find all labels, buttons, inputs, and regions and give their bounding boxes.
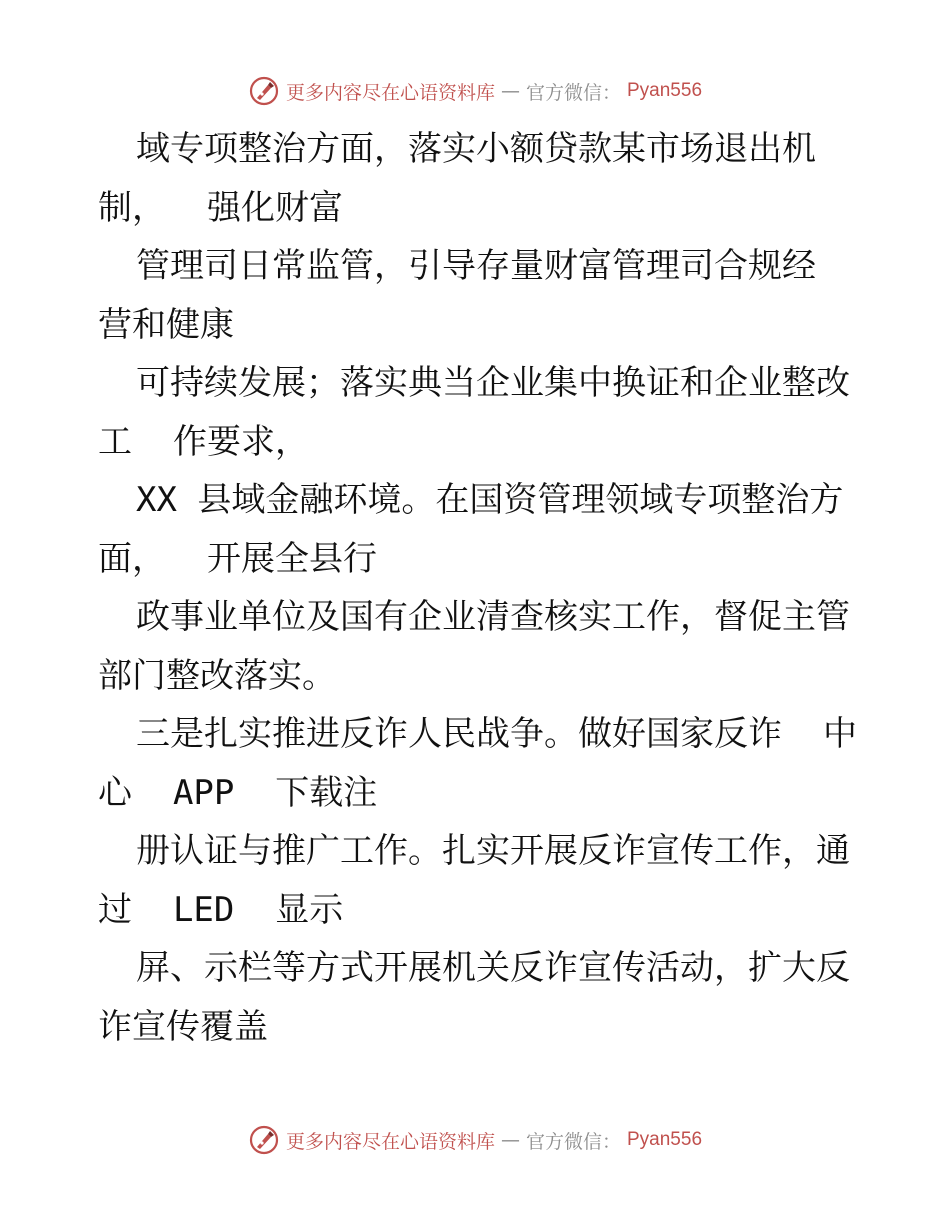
watermark-wechat-id: Pyan556	[627, 80, 703, 101]
text-line: 管理司日常监管，引导存量财富管理司合规经	[136, 246, 816, 286]
text-line: 心 APP 下载注	[98, 772, 378, 813]
text-line: 营和健康	[98, 304, 234, 345]
watermark-wechat-id: Pyan556	[627, 1129, 703, 1150]
text-line: 域专项整治方面，落实小额贷款某市场退出机	[136, 129, 816, 169]
text-line: 制， 强化财富	[98, 187, 343, 228]
text-line: 三是扎实推进反诈人民战争。做好国家反诈 中	[136, 714, 857, 754]
text-line: 部门整改落实。	[98, 655, 336, 696]
text-line: 屏、示栏等方式开展机关反诈宣传活动，扩大反	[136, 948, 850, 988]
watermark-official-label: 官方微信：	[525, 81, 621, 104]
watermark-official-label: 官方微信：	[525, 1130, 621, 1153]
watermark-separator: —	[500, 80, 520, 102]
pen-nib-circle-icon	[248, 1124, 280, 1156]
text-line: 过 LED 显示	[98, 889, 344, 930]
text-line: XX 县域金融环境。在国资管理领域专项整治方	[136, 480, 844, 520]
footer-watermark	[0, 1120, 950, 1160]
document-body	[98, 120, 868, 1056]
header-watermark	[0, 71, 950, 111]
text-line: 面， 开展全县行	[98, 538, 377, 579]
pen-nib-circle-icon	[248, 75, 280, 107]
watermark-site-text: 更多内容尽在心语资料库	[285, 1130, 495, 1153]
text-line: 政事业单位及国有企业清查核实工作，督促主管	[136, 597, 850, 637]
text-line: 工 作要求，	[98, 421, 309, 462]
watermark-site-text: 更多内容尽在心语资料库	[285, 81, 495, 104]
text-line: 诈宣传覆盖	[98, 1006, 268, 1047]
text-line: 可持续发展；落实典当企业集中换证和企业整改	[136, 363, 850, 403]
text-line: 册认证与推广工作。扎实开展反诈宣传工作，通	[136, 831, 850, 871]
watermark-separator: —	[500, 1129, 520, 1151]
